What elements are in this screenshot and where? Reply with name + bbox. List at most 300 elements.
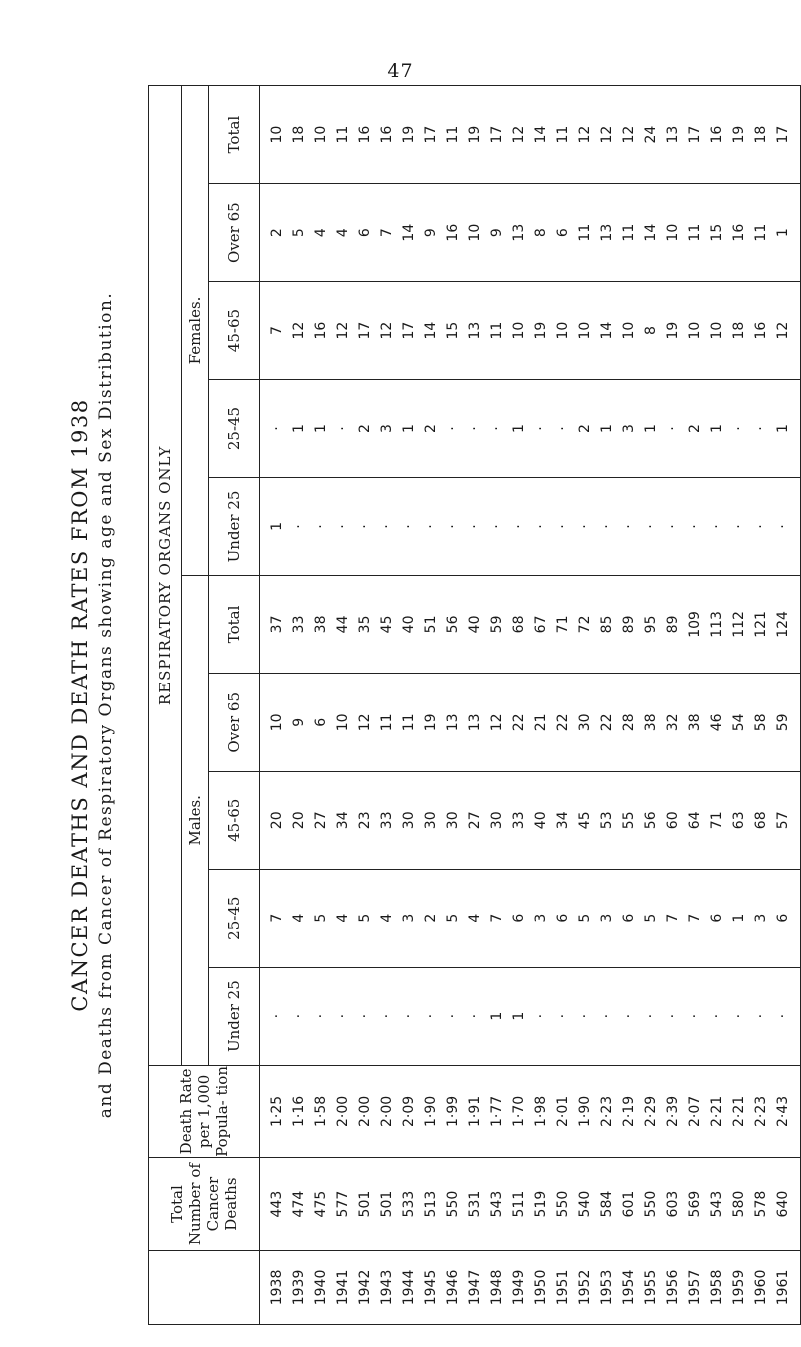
table-cell: ·	[467, 1013, 483, 1019]
table-cell: ·	[665, 426, 681, 431]
table-cell: 4	[467, 913, 483, 923]
females-header: Females.	[182, 86, 209, 576]
female-25-45-column	[260, 380, 801, 478]
table-cell: 4	[313, 228, 329, 238]
table-cell: 10	[335, 713, 351, 732]
table-cell: 2·00	[335, 1095, 351, 1128]
table-cell: 1	[401, 424, 417, 433]
table-cell: 89	[665, 615, 681, 634]
table-cell: 16	[753, 321, 769, 340]
table-cell: ·	[731, 1013, 747, 1019]
table-cell: 63	[731, 811, 747, 830]
table-cell: ·	[687, 1013, 703, 1019]
table-cell: 1·70	[511, 1095, 527, 1128]
table-cell: 17	[489, 125, 505, 144]
table-subtitle: and Deaths from Cancer of Respiratory Organs showing age and Sex Distribution.	[96, 291, 116, 1119]
table-cell: 12	[335, 321, 351, 340]
table-cell: 7	[687, 913, 703, 923]
table-cell: 5	[357, 913, 373, 923]
table-cell: 15	[709, 223, 725, 242]
table-cell: 6	[709, 913, 725, 923]
table-cell: 59	[775, 713, 791, 732]
table-cell: 7	[665, 913, 681, 923]
table-cell: 59	[489, 615, 505, 634]
table-cell: 584	[599, 1190, 615, 1218]
table-cell: 16	[379, 125, 395, 144]
table-cell: 1954	[621, 1269, 637, 1306]
table-cell: ·	[379, 524, 395, 529]
table-cell: 8	[533, 228, 549, 238]
table-cell: 7	[269, 326, 285, 336]
table-cell: 6	[511, 913, 527, 923]
table-cell: 531	[467, 1190, 483, 1218]
table-cell: 603	[665, 1190, 681, 1218]
table-cell: 18	[291, 125, 307, 144]
female-45-65-column	[260, 282, 801, 380]
table-cell: 16	[731, 223, 747, 242]
table-cell: ·	[445, 524, 461, 529]
male-total-header: Total	[209, 575, 260, 673]
table-cell: ·	[643, 524, 659, 529]
table-cell: ·	[753, 1013, 769, 1019]
table-cell: ·	[621, 1013, 637, 1019]
table-cell: 1945	[423, 1269, 439, 1306]
table-cell: 10	[665, 223, 681, 242]
table-cell: ·	[291, 1013, 307, 1019]
table-cell: 44	[335, 615, 351, 634]
table-cell: 1·91	[467, 1095, 483, 1128]
table-cell: ·	[753, 524, 769, 529]
table-cell: ·	[555, 1013, 571, 1019]
table-cell: 4	[335, 913, 351, 923]
table-cell: 1	[775, 228, 791, 238]
table-cell: ·	[555, 426, 571, 431]
table-cell: 10	[621, 321, 637, 340]
table-cell: 1948	[489, 1269, 505, 1306]
table-cell: 19	[401, 125, 417, 144]
table-cell: 1950	[533, 1269, 549, 1306]
table-cell: 17	[775, 125, 791, 144]
table-cell: ·	[335, 1013, 351, 1019]
table-cell: 23	[357, 811, 373, 830]
table-cell: 2·43	[775, 1095, 791, 1128]
table-cell: 501	[379, 1190, 395, 1218]
table-cell: 112	[731, 611, 747, 638]
table-cell: 1943	[379, 1269, 395, 1306]
table-cell: 30	[423, 811, 439, 830]
table-cell: 10	[511, 321, 527, 340]
table-cell: ·	[665, 524, 681, 529]
table-cell: ·	[577, 1013, 593, 1019]
table-cell: ·	[533, 1013, 549, 1019]
table-cell: ·	[555, 524, 571, 529]
table-cell: 2	[423, 913, 439, 923]
table-cell: ·	[423, 524, 439, 529]
table-cell: 2·23	[753, 1095, 769, 1128]
male-25-45-header: 25-45	[209, 869, 260, 967]
table-cell: 109	[687, 611, 703, 638]
table-cell: ·	[731, 524, 747, 529]
table-cell: 4	[379, 913, 395, 923]
table-cell: 10	[313, 125, 329, 144]
table-cell: 95	[643, 615, 659, 634]
table-cell: 15	[445, 321, 461, 340]
table-cell: 543	[709, 1190, 725, 1218]
table-cell: 9	[489, 228, 505, 238]
male-under25-column	[260, 967, 801, 1065]
table-cell: 1961	[775, 1269, 791, 1306]
table-cell: ·	[599, 1013, 615, 1019]
table-cell: ·	[291, 524, 307, 529]
table-cell: 30	[445, 811, 461, 830]
table-cell: ·	[357, 1013, 373, 1019]
table-cell: ·	[335, 426, 351, 431]
table-cell: ·	[335, 524, 351, 529]
table-cell: 20	[269, 811, 285, 830]
table-cell: 12	[599, 125, 615, 144]
table-cell: 4	[291, 913, 307, 923]
table-cell: 1949	[511, 1269, 527, 1306]
table-cell: 1·77	[489, 1095, 505, 1128]
table-cell: 60	[665, 811, 681, 830]
table-cell: 27	[313, 811, 329, 830]
table-cell: 17	[423, 125, 439, 144]
male-25-45-column	[260, 869, 801, 967]
table-cell: 54	[731, 713, 747, 732]
table-cell: 7	[379, 228, 395, 238]
table-cell: 8	[643, 326, 659, 336]
table-cell: 1959	[731, 1269, 747, 1306]
table-cell: ·	[511, 524, 527, 529]
table-cell: 5	[643, 913, 659, 923]
table-cell: ·	[687, 524, 703, 529]
table-cell: 10	[467, 223, 483, 242]
table-cell: 3	[379, 424, 395, 433]
table-cell: 89	[621, 615, 637, 634]
table-cell: 1946	[445, 1269, 461, 1306]
table-cell: 1	[269, 522, 285, 531]
table-cell: 1941	[335, 1269, 351, 1306]
table-cell: 35	[357, 615, 373, 634]
table-cell: 3	[533, 913, 549, 923]
table-cell: 1953	[599, 1269, 615, 1306]
table-cell: 5	[313, 913, 329, 923]
table-cell: 550	[643, 1190, 659, 1218]
table-cell: 40	[467, 615, 483, 634]
table-cell: 57	[775, 811, 791, 830]
table-cell: ·	[599, 524, 615, 529]
table-cell: ·	[775, 1013, 791, 1019]
table-cell: 1	[775, 424, 791, 433]
table-cell: 11	[555, 125, 571, 144]
table-cell: 37	[269, 615, 285, 634]
table-cell: 519	[533, 1190, 549, 1218]
table-cell: 11	[445, 125, 461, 144]
table-cell: 22	[511, 713, 527, 732]
female-total-column	[260, 86, 801, 184]
table-cell: 124	[775, 611, 791, 638]
table-cell: 9	[423, 228, 439, 238]
table-cell: 13	[445, 713, 461, 732]
table-cell: 56	[643, 811, 659, 830]
table-cell: 30	[577, 713, 593, 732]
table-cell: 11	[577, 223, 593, 242]
year-header	[149, 1250, 260, 1324]
table-cell: 3	[753, 913, 769, 923]
male-45-65-column	[260, 771, 801, 869]
table-cell: 17	[357, 321, 373, 340]
table-cell: 58	[753, 713, 769, 732]
table-cell: 12	[621, 125, 637, 144]
table-cell: 18	[753, 125, 769, 144]
table-cell: 16	[313, 321, 329, 340]
table-cell: 12	[379, 321, 395, 340]
table-cell: 18	[731, 321, 747, 340]
table-cell: 1	[313, 424, 329, 433]
table-cell: 2·23	[599, 1095, 615, 1128]
table-cell: ·	[401, 524, 417, 529]
death-rate-header: Death Rate per 1,000 Popula- tion	[149, 1065, 260, 1158]
table-cell: 13	[467, 713, 483, 732]
table-cell: 550	[555, 1190, 571, 1218]
table-cell: ·	[489, 426, 505, 431]
table-cell: 1957	[687, 1269, 703, 1306]
male-under25-header: Under 25	[209, 967, 260, 1065]
table-cell: 1·16	[291, 1095, 307, 1128]
table-cell: 13	[467, 321, 483, 340]
table-cell: 10	[269, 713, 285, 732]
death-rate-column	[260, 1065, 801, 1158]
table-cell: 10	[577, 321, 593, 340]
table-cell: 1938	[269, 1269, 285, 1306]
table-cell: ·	[379, 1013, 395, 1019]
table-cell: 1·99	[445, 1095, 461, 1128]
table-cell: 1940	[313, 1269, 329, 1306]
table-cell: 3	[401, 913, 417, 923]
table-cell: 640	[775, 1190, 791, 1218]
table-cell: ·	[313, 524, 329, 529]
table-cell: 53	[599, 811, 615, 830]
table-cell: 1·98	[533, 1095, 549, 1128]
female-over65-column	[260, 184, 801, 282]
table-cell: 12	[357, 713, 373, 732]
table-cell: 1	[731, 913, 747, 923]
rotated-table-page	[60, 85, 800, 1325]
table-cell: 12	[489, 713, 505, 732]
table-cell: 1	[643, 424, 659, 433]
table-cell: 1·25	[269, 1095, 285, 1128]
table-cell: 10	[687, 321, 703, 340]
table-cell: 85	[599, 615, 615, 634]
table-cell: 601	[621, 1190, 637, 1218]
table-cell: 6	[313, 717, 329, 727]
table-cell: 22	[599, 713, 615, 732]
table-cell: 33	[291, 615, 307, 634]
table-cell: 6	[555, 913, 571, 923]
table-cell: 569	[687, 1190, 703, 1218]
table-cell: 1944	[401, 1269, 417, 1306]
table-cell: 24	[643, 125, 659, 144]
table-cell: 19	[423, 713, 439, 732]
table-cell: 72	[577, 615, 593, 634]
table-cell: 6	[621, 913, 637, 923]
table-cell: 2·21	[731, 1095, 747, 1128]
table-cell: 1960	[753, 1269, 769, 1306]
table-cell: 21	[533, 713, 549, 732]
table-cell: ·	[665, 1013, 681, 1019]
table-cell: 4	[335, 228, 351, 238]
table-cell: 11	[401, 713, 417, 732]
table-cell: 71	[709, 811, 725, 830]
table-cell: 1	[489, 1011, 505, 1021]
table-cell: 32	[665, 713, 681, 732]
male-over65-column	[260, 673, 801, 771]
table-cell: 12	[577, 125, 593, 144]
table-cell: 3	[621, 424, 637, 433]
table-cell: 33	[379, 811, 395, 830]
table-cell: 121	[753, 611, 769, 638]
table-cell: 56	[445, 615, 461, 634]
table-cell: 1955	[643, 1269, 659, 1306]
table-cell: ·	[775, 524, 791, 529]
table-cell: 10	[269, 125, 285, 144]
table-cell: 580	[731, 1190, 747, 1218]
table-cell: 14	[599, 321, 615, 340]
table-cell: ·	[489, 524, 505, 529]
table-cell: 543	[489, 1190, 505, 1218]
table-cell: 7	[269, 913, 285, 923]
table-cell: 1	[709, 424, 725, 433]
cancer-deaths-table	[148, 85, 801, 1325]
table-cell: ·	[401, 1013, 417, 1019]
total-cancer-deaths-column	[260, 1158, 801, 1251]
table-cell: ·	[445, 1013, 461, 1019]
table-cell: 2·21	[709, 1095, 725, 1128]
table-cell: 17	[401, 321, 417, 340]
table-cell: 67	[533, 615, 549, 634]
table-cell: 2·19	[621, 1095, 637, 1128]
year-column	[260, 1250, 801, 1324]
table-cell: 11	[379, 713, 395, 732]
table-cell: 533	[401, 1190, 417, 1218]
female-under25-header: Under 25	[209, 477, 260, 575]
table-cell: 14	[533, 125, 549, 144]
table-cell: 2·29	[643, 1095, 659, 1128]
table-cell: 2·00	[379, 1095, 395, 1128]
table-cell: 2	[269, 228, 285, 238]
table-cell: 511	[511, 1190, 527, 1218]
table-cell: 1	[511, 424, 527, 433]
table-cell: 33	[511, 811, 527, 830]
table-cell: 11	[753, 223, 769, 242]
table-cell: 1952	[577, 1269, 593, 1306]
table-cell: 577	[335, 1190, 351, 1218]
table-cell: ·	[533, 524, 549, 529]
table-cell: 1958	[709, 1269, 725, 1306]
table-cell: 3	[599, 913, 615, 923]
table-cell: 55	[621, 811, 637, 830]
table-cell: 1951	[555, 1269, 571, 1306]
table-cell: ·	[467, 426, 483, 431]
table-cell: 513	[423, 1190, 439, 1218]
table-cell: 1	[291, 424, 307, 433]
table-cell: ·	[753, 426, 769, 431]
table-cell: 34	[555, 811, 571, 830]
table-cell: 1942	[357, 1269, 373, 1306]
table-cell: 45	[577, 811, 593, 830]
table-cell: 19	[467, 125, 483, 144]
table-cell: ·	[709, 1013, 725, 1019]
table-cell: 64	[687, 811, 703, 830]
table-cell: 13	[511, 223, 527, 242]
table-cell: 2	[357, 424, 373, 433]
table-cell: 443	[269, 1190, 285, 1218]
table-cell: 475	[313, 1190, 329, 1218]
table-cell: 5	[577, 913, 593, 923]
table-cell: 71	[555, 615, 571, 634]
table-cell: 540	[577, 1190, 593, 1218]
total-cancer-deaths-header: Total Number of Cancer Deaths	[149, 1158, 260, 1251]
table-cell: 6	[775, 913, 791, 923]
table-title: CANCER DEATHS AND DEATH RATES FROM 1938	[68, 398, 92, 1012]
table-cell: ·	[577, 524, 593, 529]
table-cell: 2	[577, 424, 593, 433]
table-cell: 6	[555, 228, 571, 238]
table-cell: 51	[423, 615, 439, 634]
table-cell: 9	[291, 717, 307, 727]
table-cell: ·	[643, 1013, 659, 1019]
table-cell: 27	[467, 811, 483, 830]
table-cell: 10	[709, 321, 725, 340]
table-cell: 2	[423, 424, 439, 433]
table-cell: 38	[313, 615, 329, 634]
table-cell: 1956	[665, 1269, 681, 1306]
table-cell: 5	[445, 913, 461, 923]
table-cell: ·	[709, 524, 725, 529]
table-cell: 11	[489, 321, 505, 340]
table-cell: ·	[621, 524, 637, 529]
male-over65-header: Over 65	[209, 673, 260, 771]
table-cell: 40	[533, 811, 549, 830]
table-cell: 1·90	[577, 1095, 593, 1128]
table-cell: 2·00	[357, 1095, 373, 1128]
table-cell: 38	[687, 713, 703, 732]
table-cell: 19	[533, 321, 549, 340]
table-cell: 30	[401, 811, 417, 830]
table-cell: ·	[269, 426, 285, 431]
table-cell: 13	[599, 223, 615, 242]
table-cell: 28	[621, 713, 637, 732]
female-total-header: Total	[209, 86, 260, 184]
table-cell: ·	[731, 426, 747, 431]
table-cell: 14	[401, 223, 417, 242]
male-total-column	[260, 575, 801, 673]
table-cell: 30	[489, 811, 505, 830]
table-cell: 578	[753, 1190, 769, 1218]
table-cell: 68	[511, 615, 527, 634]
table-cell: 2·09	[401, 1095, 417, 1128]
table-cell: 16	[445, 223, 461, 242]
table-cell: 13	[665, 125, 681, 144]
female-25-45-header: 25-45	[209, 380, 260, 478]
table-cell: 19	[731, 125, 747, 144]
table-cell: 40	[401, 615, 417, 634]
male-45-65-header: 45-65	[209, 771, 260, 869]
table-cell: 2·39	[665, 1095, 681, 1128]
table-cell: 46	[709, 713, 725, 732]
table-cell: 113	[709, 611, 725, 638]
table-cell: 1939	[291, 1269, 307, 1306]
